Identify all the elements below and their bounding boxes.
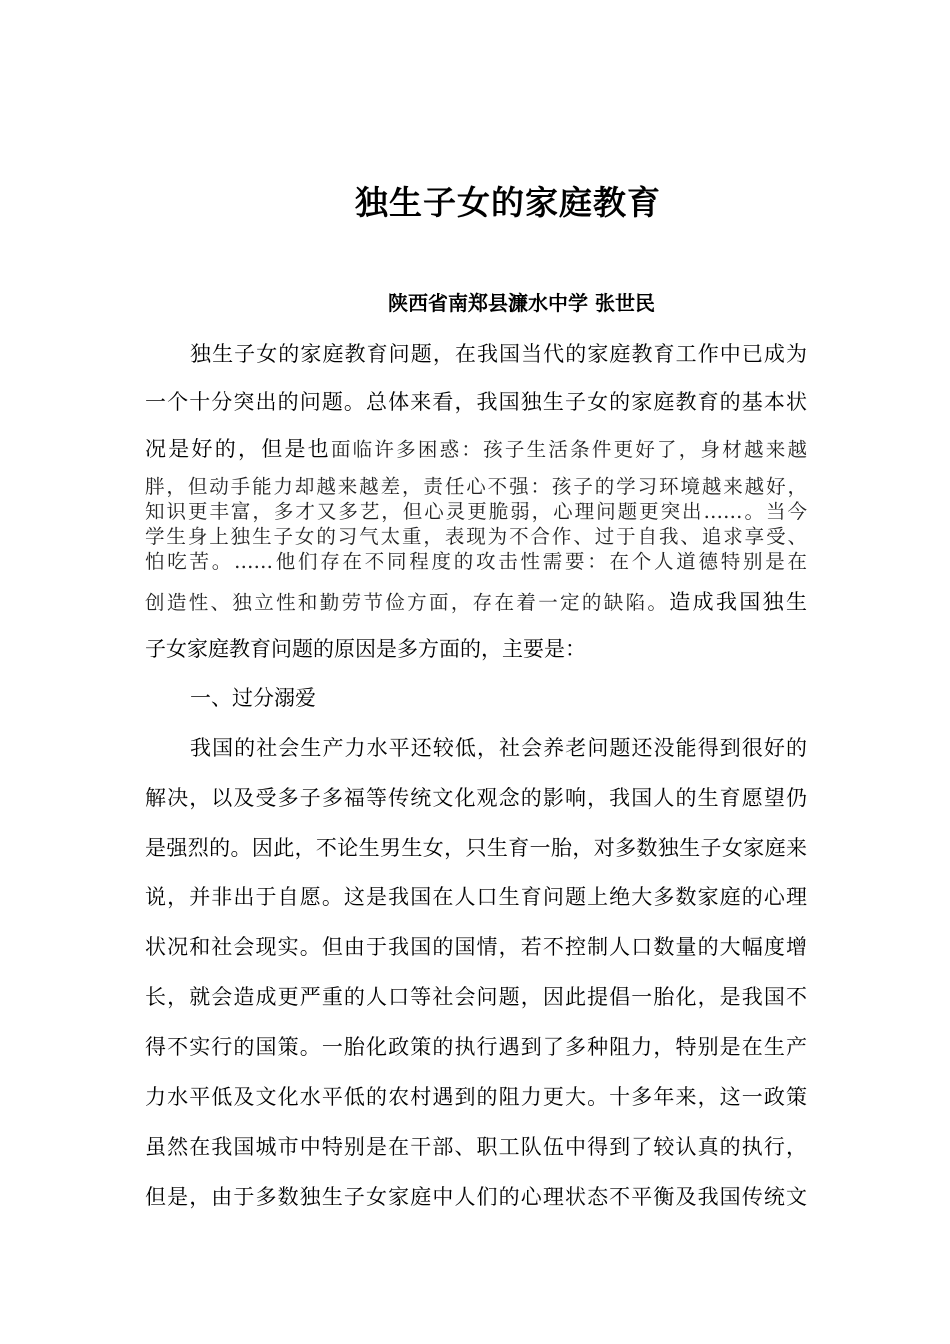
paragraph-line: 知识更丰富，多才又多艺，但心灵更脆弱，心理问题更突出……。当今: [145, 500, 807, 523]
paragraph-line: 力水平低及文化水平低的农村遇到的阻力更大。十多年来，这一政策: [145, 1085, 807, 1109]
paragraph-line: 学生身上独生子女的习气太重，表现为不合作、过于自我、追求享受、: [145, 525, 807, 548]
paragraph-line: 状况和社会现实。但由于我国的国情，若不控制人口数量的大幅度增: [145, 935, 807, 959]
paragraph-line: 独生子女的家庭教育问题，在我国当代的家庭教育工作中已成为: [190, 342, 807, 366]
paragraph-line: 怕吃苦。……他们存在不同程度的攻击性需要：在个人道德特别是在: [145, 550, 807, 573]
paragraph-line: 得不实行的国策。一胎化政策的执行遇到了多种阻力，特别是在生产: [145, 1035, 807, 1059]
paragraph-line: 子女家庭教育问题的原因是多方面的，主要是：: [145, 637, 586, 661]
paragraph-line: 虽然在我国城市中特别是在干部、职工队伍中得到了较认真的执行，: [145, 1135, 807, 1159]
paragraph-line: 解决，以及受多子多福等传统文化观念的影响，我国人的生育愿望仍: [145, 786, 807, 810]
text-run: 造成我国独生: [669, 590, 807, 614]
paragraph-line: [145, 587, 807, 618]
paragraph-line: 我国的社会生产力水平还较低，社会养老问题还没能得到很好的: [190, 736, 807, 760]
paragraph-line: 但是，由于多数独生子女家庭中人们的心理状态不平衡及我国传统文: [145, 1185, 807, 1209]
text-run: 面临许多困惑：孩子生活条件更好了，身材越来越: [330, 438, 807, 461]
text-run: 况是好的，但是也: [145, 437, 331, 461]
paragraph-line: 长，就会造成更严重的人口等社会问题，因此提倡一胎化，是我国不: [145, 985, 807, 1009]
paragraph-line: 是强烈的。因此，不论生男生女，只生育一胎，对多数独生子女家庭来: [145, 836, 807, 860]
section-heading: 一、过分溺爱: [190, 686, 316, 710]
author-byline: 陕西省南郑县濂水中学 张世民: [388, 291, 655, 315]
paragraph-line: 说，并非出于自愿。这是我国在人口生育问题上绝大多数家庭的心理: [145, 885, 807, 909]
paragraph-line: [145, 434, 807, 465]
paragraph-line: 一个十分突出的问题。总体来看，我国独生子女的家庭教育的基本状: [145, 390, 807, 414]
document-title: 独生子女的家庭教育: [355, 183, 661, 222]
text-run: 创造性、独立性和勤劳节俭方面，存在着一定的缺陷。: [145, 591, 670, 614]
paragraph-line: 胖，但动手能力却越来越差，责任心不强：孩子的学习环境越来越好，: [145, 475, 807, 498]
